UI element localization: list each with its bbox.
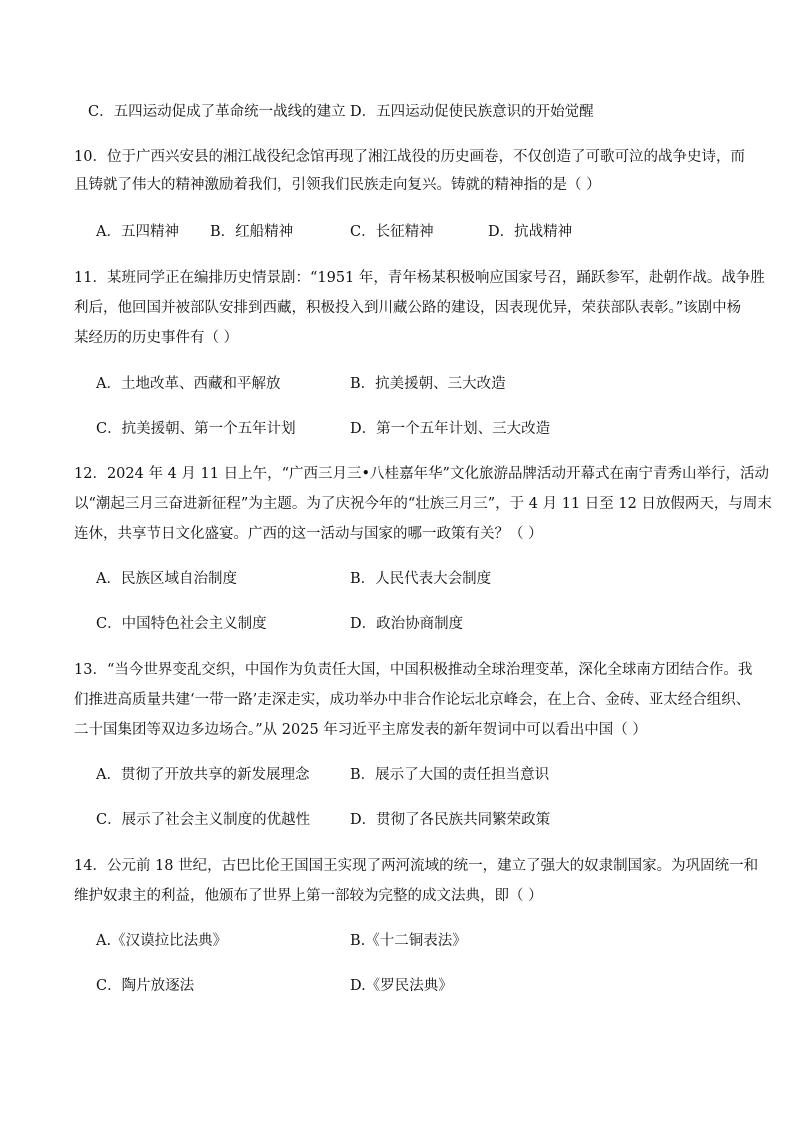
q10-stem-line-2: 且铸就了伟大的精神激励着我们，引领我们民族走向复兴。铸就的精神指的是（ ） — [74, 177, 601, 193]
q12-stem-line-2: 以“潮起三月三奋进新征程”为主题。为了庆祝今年的“壮族三月三”，于 4 月 11 日至 12 日放假两天，与周末 — [74, 496, 772, 512]
q11-option-a: A．土地改革、西藏和平解放 — [96, 376, 281, 392]
q9-option-d: D．五四运动促使民族意识的开始觉醒 — [350, 104, 594, 120]
q12-option-b: B．人民代表大会制度 — [350, 571, 492, 587]
q12-stem-line-1: 12．2024 年 4 月 11 日上午，“广西三月三•八桂嘉年华”文化旅游品牌活动开幕式在南宁青秀山举行，活动 — [74, 466, 769, 482]
q13-option-d: D．贯彻了各民族共同繁荣政策 — [350, 812, 551, 828]
q12-option-d: D．政治协商制度 — [350, 616, 464, 632]
q10-option-b: B．红船精神 — [210, 224, 294, 240]
q13-option-a: A．贯彻了开放共享的新发展理念 — [96, 767, 310, 783]
q9-option-c: C．五四运动促成了革命统一战线的建立 — [88, 104, 346, 120]
q11-option-c: C．抗美援朝、第一个五年计划 — [96, 421, 296, 437]
q14-stem-line-1: 14．公元前 18 世纪，古巴比伦王国国王实现了两河流域的统一，建立了强大的奴隶制国家。为巩固统一和 — [74, 858, 759, 874]
q14-option-d: D.《罗民法典》 — [350, 978, 453, 994]
q13-option-c: C．展示了社会主义制度的优越性 — [96, 812, 311, 828]
q14-option-a: A.《汉谟拉比法典》 — [96, 933, 228, 949]
q13-stem-line-1: 13．“当今世界变乱交织，中国作为负责任大国，中国积极推动全球治理变革，深化全球南方团结合作。我 — [74, 662, 753, 678]
q10-option-c: C．长征精神 — [350, 224, 434, 240]
q11-stem-line-1: 11．某班同学正在编排历史情景剧：“1951 年，青年杨某积极响应国家号召，踊跃参军，赴朝作战。战争胜 — [74, 270, 765, 286]
q14-option-b: B.《十二铜表法》 — [350, 933, 467, 949]
q10-option-a: A．五四精神 — [96, 224, 179, 240]
q11-option-d: D．第一个五年计划、三大改造 — [350, 421, 551, 437]
q11-stem-line-3: 某经历的历史事件有（ ） — [74, 330, 239, 346]
q13-stem-line-3: 二十国集团等双边多边场合。”从 2025 年习近平主席发表的新年贺词中可以看出中国（ ） — [74, 722, 647, 738]
q12-option-a: A．民族区域自治制度 — [96, 571, 237, 587]
q12-stem-line-3: 连休，共享节日文化盛宴。广西的这一活动与国家的哪一政策有关？（ ） — [74, 526, 543, 542]
q11-option-b: B．抗美援朝、三大改造 — [350, 376, 506, 392]
q10-option-d: D．抗战精神 — [488, 224, 573, 240]
q10-stem-line-1: 10．位于广西兴安县的湘江战役纪念馆再现了湘江战役的历史画卷，不仅创造了可歌可泣的战争史诗，而 — [74, 149, 745, 165]
q13-stem-line-2: 们推进高质量共建‘一带一路’走深走实，成功举办中非合作论坛北京峰会，在上合、金砖、亚太经合组织、 — [74, 692, 751, 708]
q13-option-b: B．展示了大国的责任担当意识 — [350, 767, 550, 783]
q12-option-c: C．中国特色社会主义制度 — [96, 616, 267, 632]
q14-option-c: C．陶片放逐法 — [96, 978, 195, 994]
q11-stem-line-2: 利后，他回国并被部队安排到西藏，积极投入到川藏公路的建设，因表现优异，荣获部队表彰。”该剧中杨 — [74, 300, 742, 316]
q14-stem-line-2: 维护奴隶主的利益，他颁布了世界上第一部较为完整的成文法典，即（ ） — [74, 888, 543, 904]
